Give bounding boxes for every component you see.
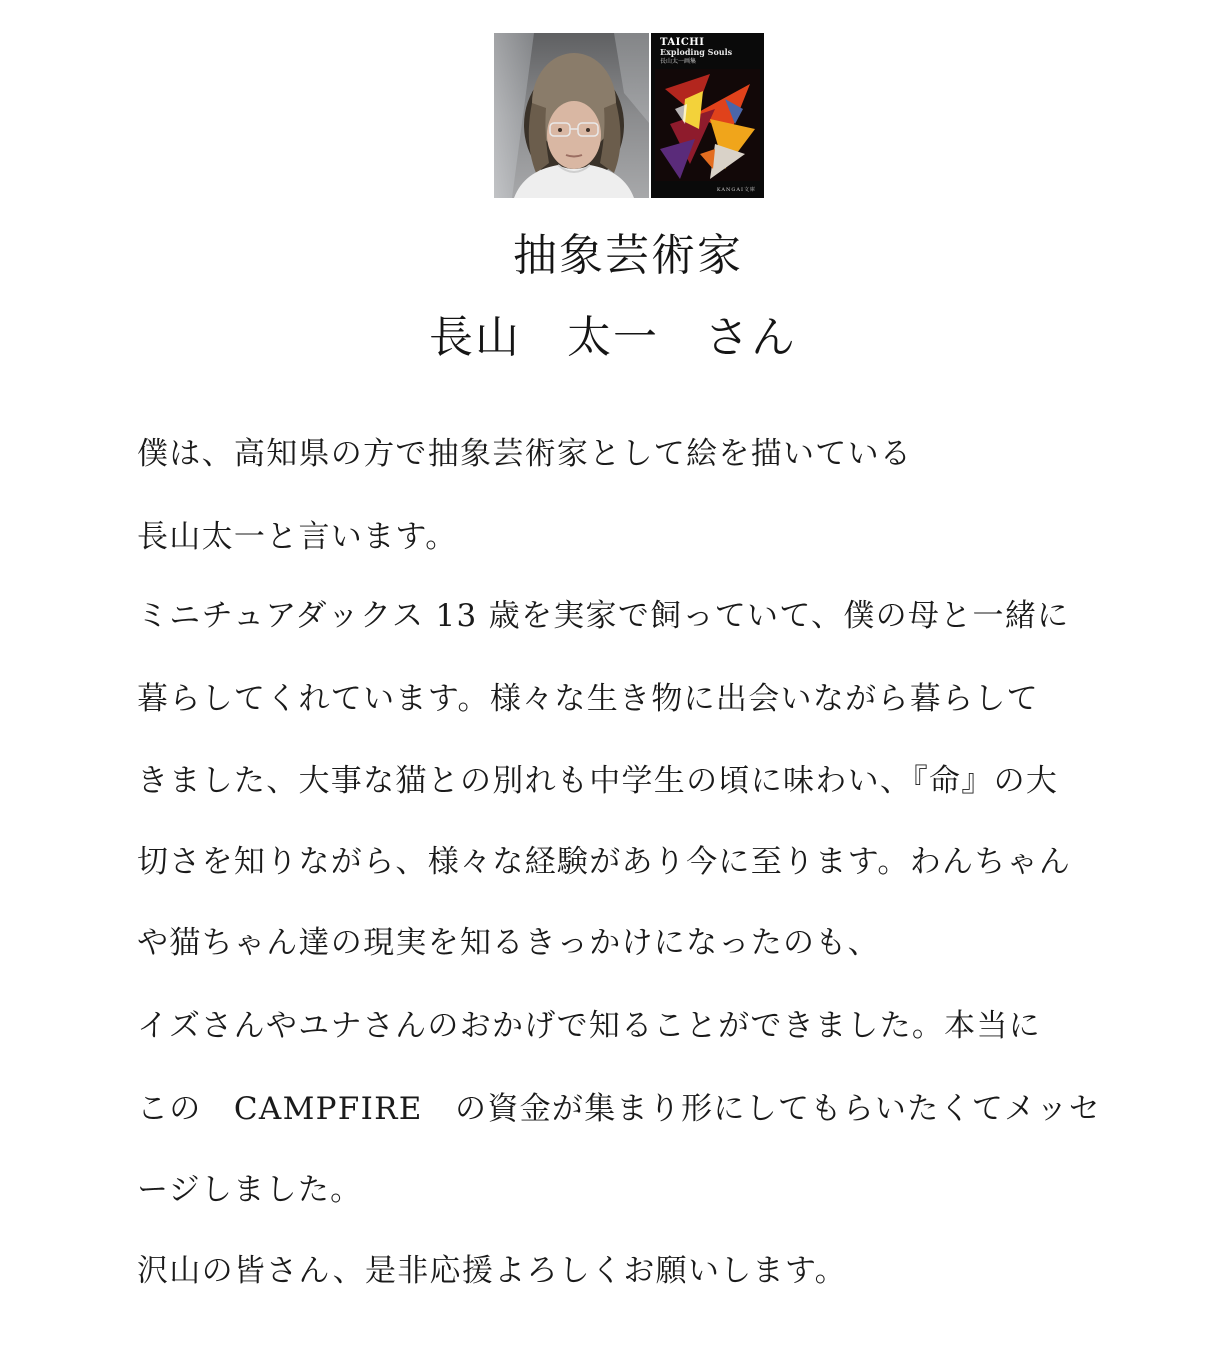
portrait-photo	[494, 33, 649, 198]
body-line: この CAMPFIRE の資金が集まり形にしてもらいたくてメッセ	[137, 1091, 1102, 1127]
body-line: ージしました。	[137, 1172, 363, 1208]
body-line: イズさんやユナさんのおかげで知ることができました。本当に	[137, 1008, 1042, 1044]
body-line: 沢山の皆さん、是非応援よろしくお願いします。	[137, 1253, 847, 1289]
header-photos	[494, 33, 764, 198]
body-line: 長山太一と言います。	[137, 519, 458, 555]
book-title: TAICHI	[660, 37, 705, 48]
portrait-illustration	[494, 33, 649, 198]
book-publisher: KANGAI文庫	[716, 187, 756, 193]
artist-name-heading: 長山 太一 さん	[429, 312, 797, 363]
body-line: きました、大事な猫との別れも中学生の頃に味わい、『命』の大	[137, 763, 1059, 799]
body-line: 暮らしてくれています。様々な生き物に出会いながら暮らして	[137, 681, 1039, 717]
book-subtitle: Exploding Souls	[660, 47, 733, 57]
body-line: や猫ちゃん達の現実を知るきっかけになったのも、	[137, 925, 880, 961]
book-author: 長山太一画集	[660, 58, 697, 65]
body-line: 切さを知りながら、様々な経験があり今に至ります。わんちゃん	[137, 844, 1072, 880]
art-book-cover	[651, 33, 764, 198]
body-line: ミニチュアダックス 13 歳を実家で飼っていて、僕の母と一緒に	[137, 598, 1070, 634]
artist-role-heading: 抽象芸術家	[513, 230, 743, 281]
book-cover-artwork	[655, 69, 760, 181]
body-line: 僕は、高知県の方で抽象芸術家として絵を描いている	[137, 436, 913, 472]
